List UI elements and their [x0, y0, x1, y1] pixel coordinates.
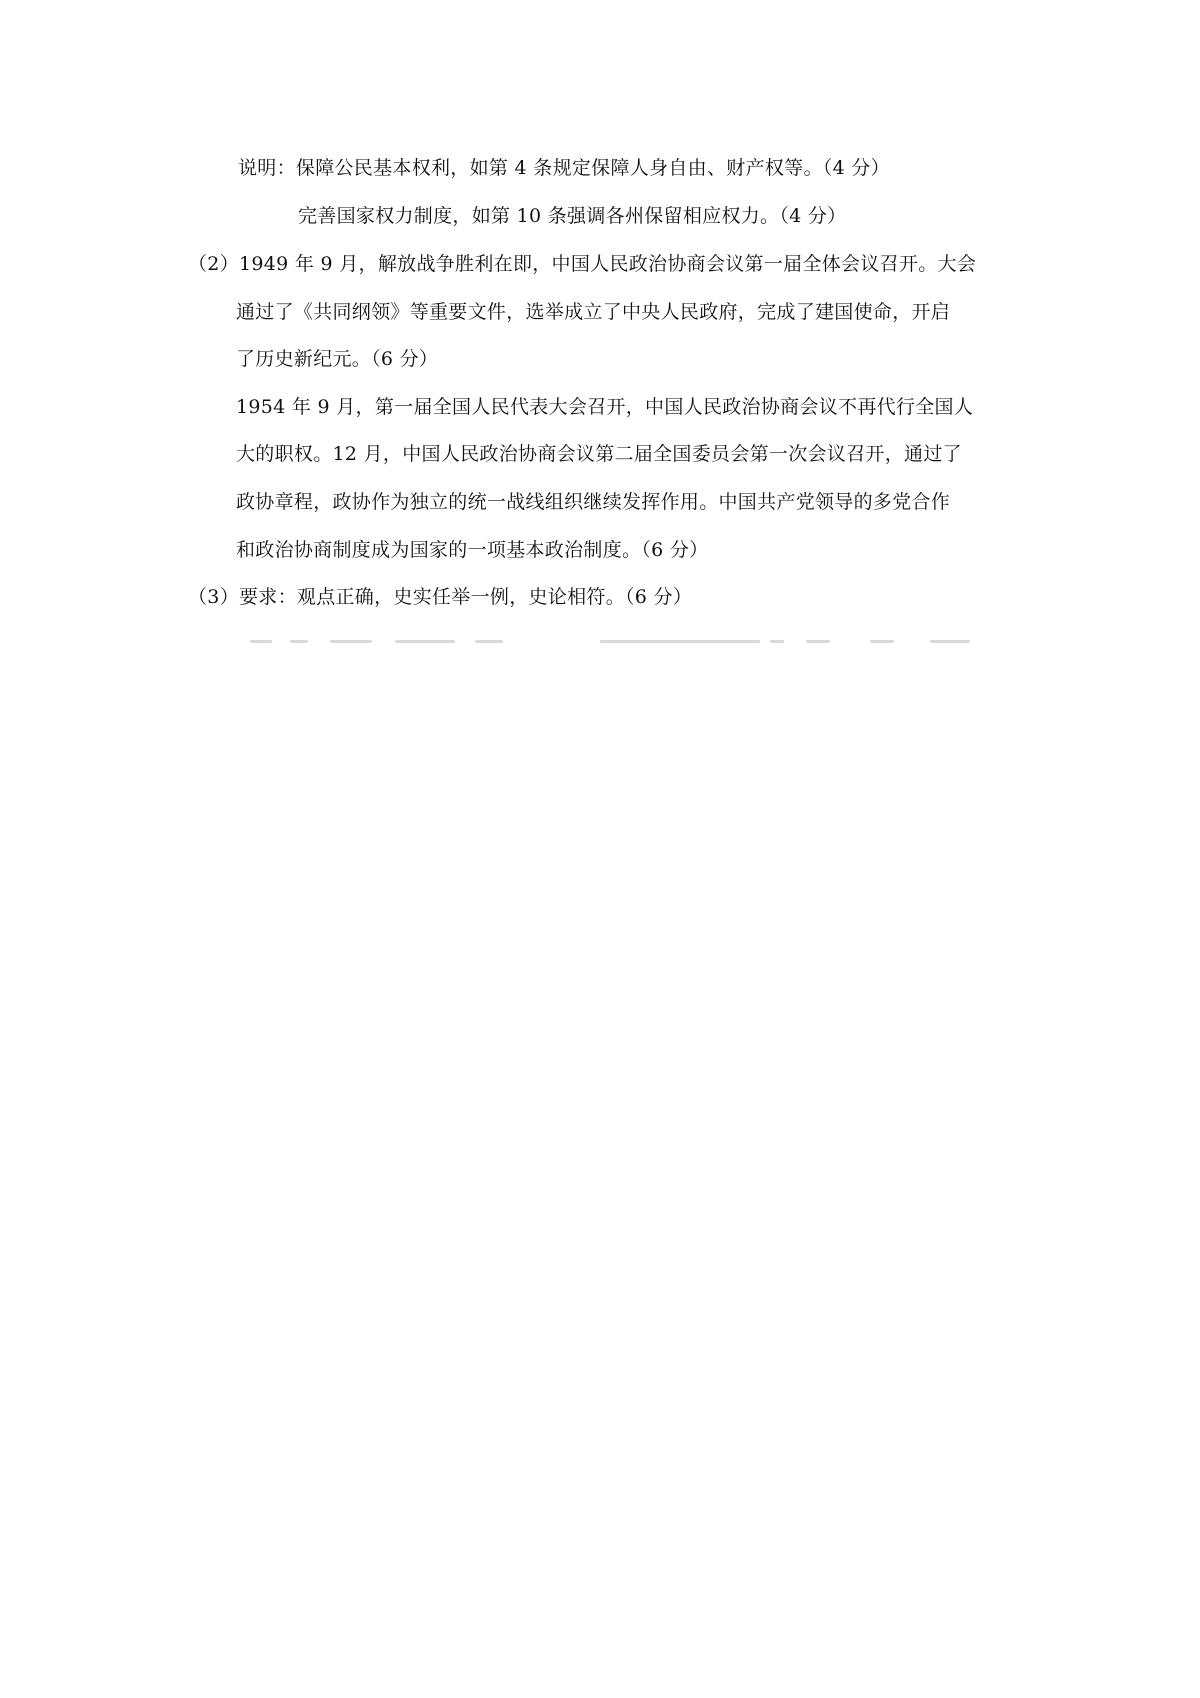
scan-speck — [870, 640, 894, 643]
scan-speck — [250, 640, 272, 643]
scan-speck — [930, 640, 970, 643]
scan-speck — [330, 640, 372, 643]
scan-speck — [395, 640, 455, 643]
answer-2-line-1: （2）1949 年 9 月，解放战争胜利在即，中国人民政治协商会议第一届全体会议召开。大会 — [188, 253, 977, 275]
explanation-line-2: 完善国家权力制度，如第 10 条强调各州保留相应权力。（4 分） — [298, 205, 847, 227]
answer-2-line-3: 了历史新纪元。（6 分） — [236, 348, 439, 370]
scan-noise — [250, 636, 980, 648]
scan-speck — [600, 640, 760, 643]
scan-speck — [770, 640, 784, 643]
scan-speck — [475, 640, 503, 643]
scan-speck — [290, 640, 308, 643]
answer-2-line-4: 1954 年 9 月，第一届全国人民代表大会召开，中国人民政治协商会议不再代行全国人 — [236, 396, 974, 418]
answer-2-line-7: 和政治协商制度成为国家的一项基本政治制度。（6 分） — [236, 539, 709, 561]
answer-3-line-1: （3）要求：观点正确，史实任举一例，史论相符。（6 分） — [188, 586, 693, 608]
answer-2-line-5: 大的职权。12 月，中国人民政治协商会议第二届全国委员会第一次会议召开，通过了 — [236, 443, 962, 465]
scan-speck — [806, 640, 830, 643]
answer-2-line-6: 政协章程，政协作为独立的统一战线组织继续发挥作用。中国共产党领导的多党合作 — [236, 491, 951, 513]
explanation-line-1: 说明：保障公民基本权利，如第 4 条规定保障人身自由、财产权等。（4 分） — [238, 157, 890, 179]
answer-2-line-2: 通过了《共同纲领》等重要文件，选举成立了中央人民政府，完成了建国使命，开启 — [236, 301, 951, 323]
